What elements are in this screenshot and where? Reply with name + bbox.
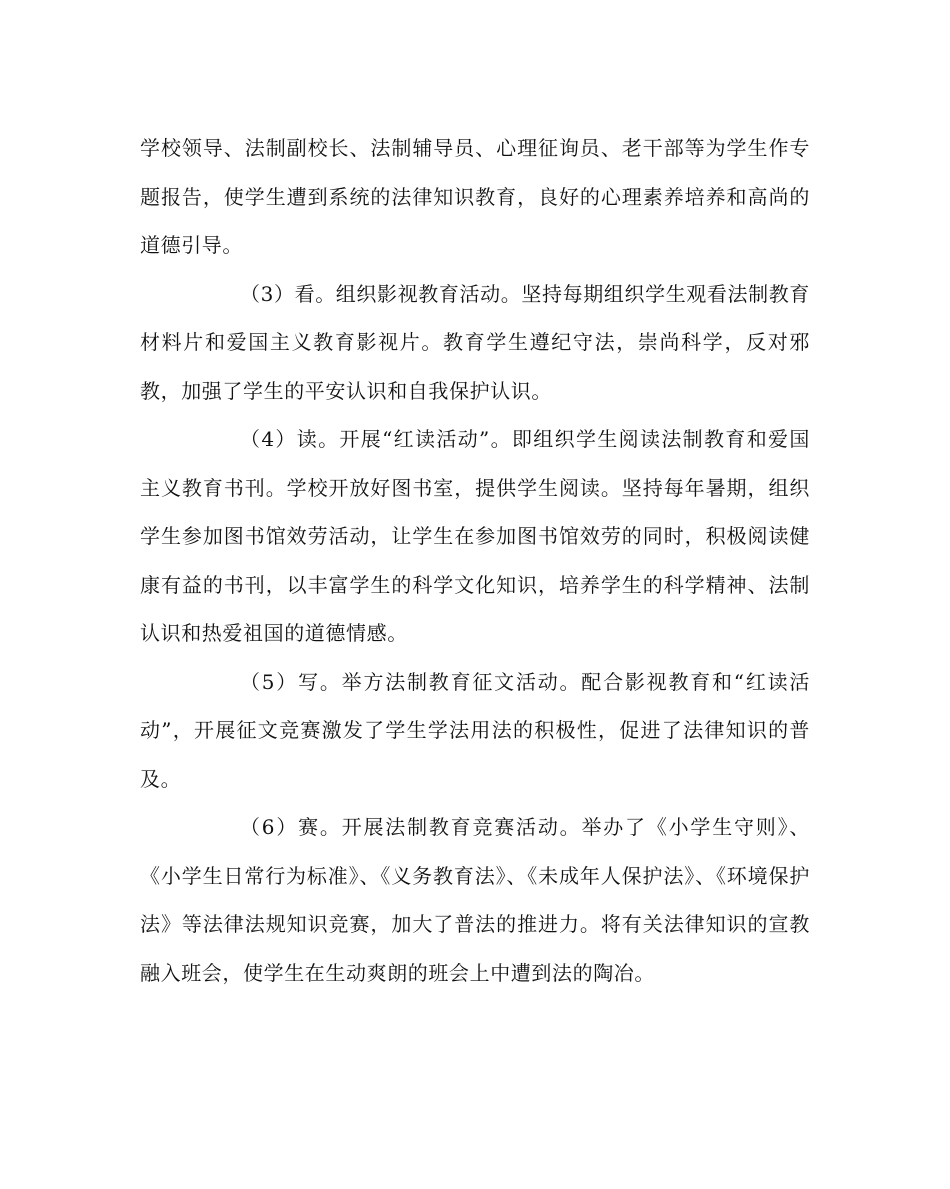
paragraph-write: （5）写。举方法制教育征文活动。配合影视教育和“红读活动”，开展征文竞赛激发了学生学法用法的积极性，促进了法律知识的普及。 bbox=[140, 669, 810, 791]
document-body bbox=[140, 124, 810, 997]
paragraph-watch: （3）看。组织影视教育活动。坚持每期组织学生观看法制教育材料片和爱国主义教育影视片。教育学生遵纪守法，崇尚科学，反对邪教，加强了学生的平安认识和自我保护认识。 bbox=[140, 281, 810, 403]
paragraph-read: （4）读。开展“红读活动”。即组织学生阅读法制教育和爱国主义教育书刊。学校开放好图书室，提供学生阅读。坚持每年暑期，组织学生参加图书馆效劳活动，让学生在参加图书馆效劳的同时，积极阅读健康有益的书刊，以丰富学生的科学文化知识，培养学生的科学精神、法制认识和热爱祖国的道德情感。 bbox=[140, 427, 810, 645]
paragraph-contest: （6）赛。开展法制教育竞赛活动。举办了《小学生守则》、《小学生日常行为标准》、《义务教育法》、《未成年人保护法》、《环境保护法》等法律法规知识竞赛，加大了普法的推进力。将有关法律知识的宣教融入班会，使学生在生动爽朗的班会上中遭到法的陶冶。 bbox=[140, 815, 810, 985]
paragraph-report: 学校领导、法制副校长、法制辅导员、心理征询员、老干部等为学生作专题报告，使学生遭到系统的法律知识教育，良好的心理素养培养和高尚的道德引导。 bbox=[140, 136, 810, 257]
